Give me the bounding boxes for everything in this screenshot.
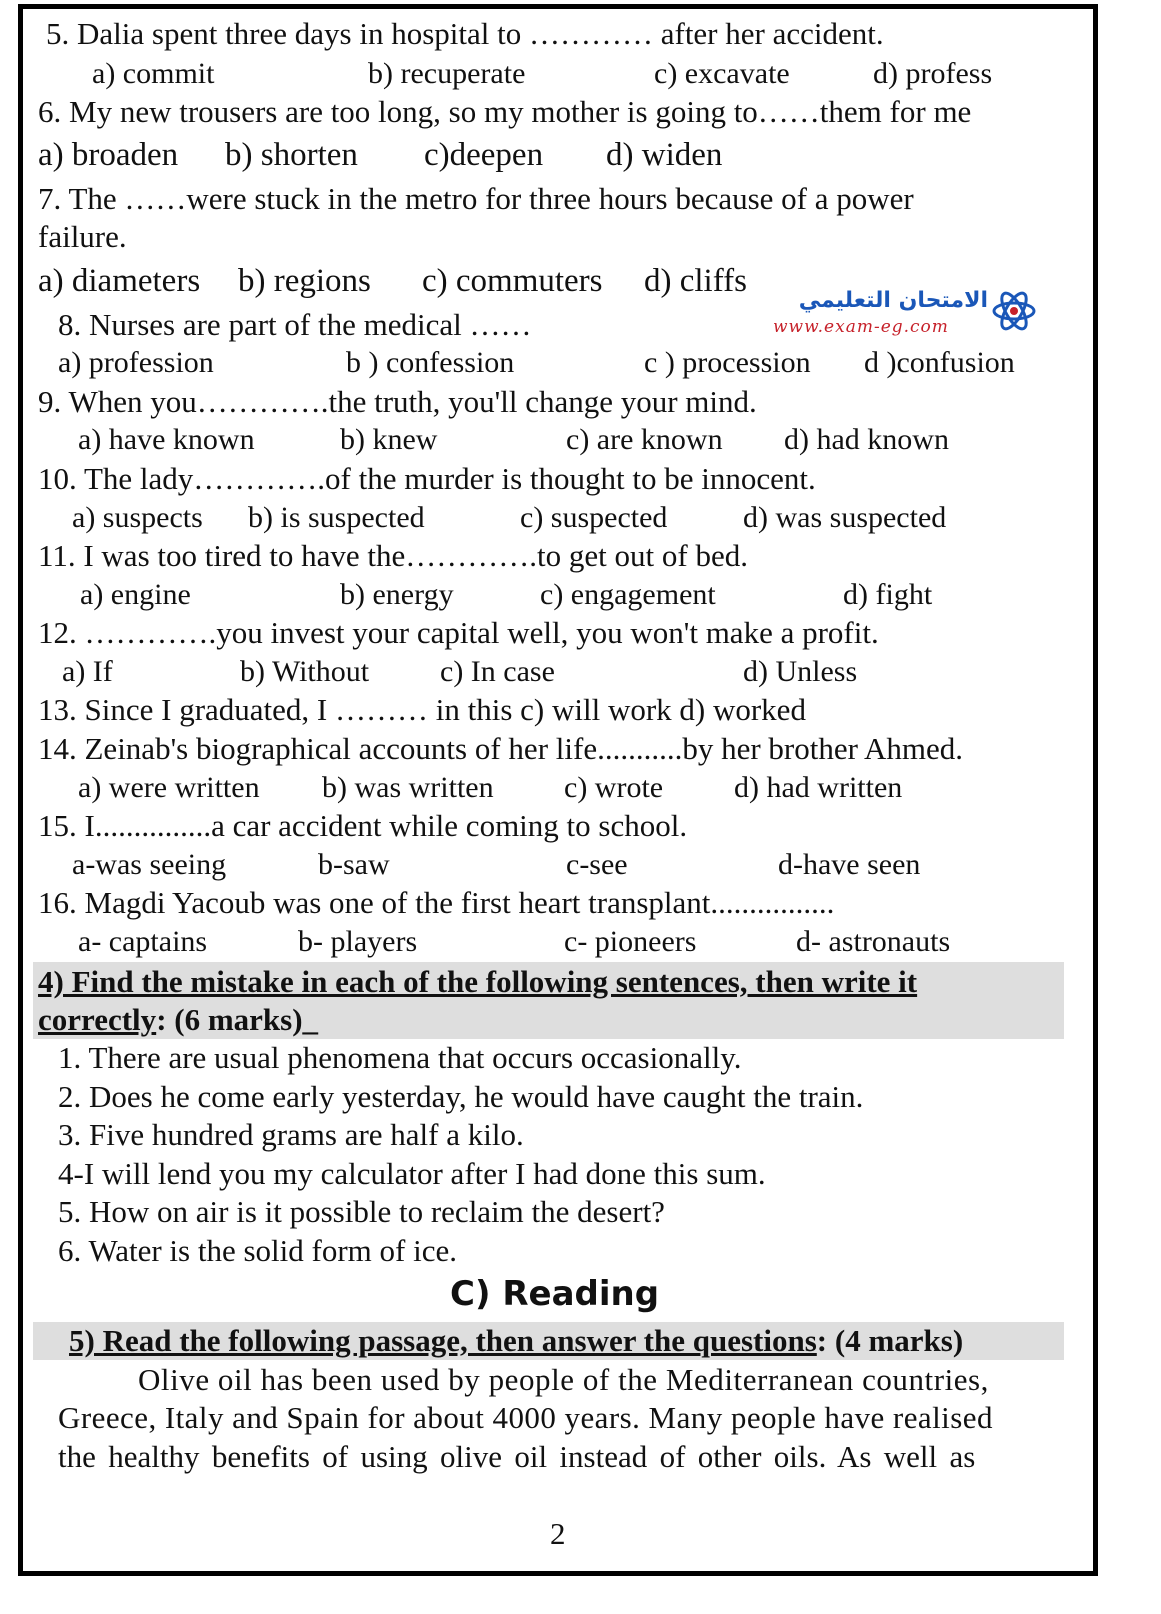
q5-option-c: c) excavate	[654, 57, 790, 90]
question-8-stem: 8. Nurses are part of the medical ……	[58, 307, 532, 342]
question-6-stem: 6. My new trousers are too long, so my mother is going to……them for me	[38, 94, 972, 129]
mistake-item-6: 6. Water is the solid form of ice.	[58, 1233, 457, 1268]
site-logo	[763, 287, 1038, 345]
q8-option-a: a) profession	[58, 346, 214, 379]
q14-option-a: a) were written	[78, 771, 260, 804]
q14-option-c: c) wrote	[564, 771, 664, 804]
reading-question-underlined: 5) Read the following passage, then answer the questions	[69, 1323, 817, 1358]
section-4-title: 4) Find the mistake in each of the following sentences, then write it	[38, 964, 918, 999]
q11-option-a: a) engine	[80, 578, 191, 611]
section-4-title-cont	[38, 1002, 318, 1038]
reading-question-marks: : (4 marks)	[816, 1323, 964, 1358]
q16-option-c: c- pioneers	[564, 925, 697, 958]
q10-option-d: d) was suspected	[743, 501, 947, 534]
question-10-stem: 10. The lady………….of the murder is thought to be innocent.	[38, 461, 816, 496]
question-5-stem: 5. Dalia spent three days in hospital to ………… after her accident.	[46, 16, 884, 51]
q16-option-a: a- captains	[78, 925, 208, 958]
question-12-stem: 12. ………….you invest your capital well, you won't make a profit.	[38, 615, 879, 650]
question-7-stem: 7. The ……were stuck in the metro for three hours because of a power	[38, 181, 914, 216]
q14-option-b: b) was written	[322, 771, 494, 804]
mistake-item-1: 1. There are usual phenomena that occurs occasionally.	[58, 1040, 742, 1075]
q6-option-d: d) widen	[606, 137, 723, 173]
reading-heading: C) Reading	[450, 1274, 660, 1314]
q6-option-b: b) shorten	[225, 137, 358, 173]
question-9-stem: 9. When you………….the truth, you'll change your mind.	[38, 384, 757, 419]
logo-arabic-text: الامتحان التعليمي	[798, 288, 988, 313]
passage-line-2: Greece, Italy and Spain for about 4000 years. Many people have realised	[58, 1400, 993, 1435]
q5-option-b: b) recuperate	[368, 57, 526, 90]
question-7-stem-cont: failure.	[38, 219, 127, 254]
q11-option-c: c) engagement	[540, 578, 716, 611]
q15-option-c: c-see	[566, 848, 628, 881]
q10-option-b: b) is suspected	[248, 501, 425, 534]
q15-option-d: d-have seen	[778, 848, 921, 881]
question-14-stem: 14. Zeinab's biographical accounts of her life...........by her brother Ahmed.	[38, 731, 963, 766]
section-4-marks: : (6 marks)_	[156, 1002, 319, 1037]
q9-option-a: a) have known	[78, 423, 255, 456]
q12-option-c: c) In case	[440, 655, 555, 688]
q11-option-b: b) energy	[340, 578, 454, 611]
q5-option-a: a) commit	[92, 57, 215, 90]
q12-option-b: b) Without	[240, 655, 370, 688]
q7-option-a: a) diameters	[38, 263, 201, 299]
q12-option-d: d) Unless	[743, 655, 858, 688]
q7-option-b: b) regions	[238, 263, 371, 299]
q5-option-d: d) profess	[873, 57, 993, 90]
mistake-item-5: 5. How on air is it possible to reclaim the desert?	[58, 1194, 665, 1229]
passage-line-1: Olive oil has been used by people of the Mediterranean countries,	[138, 1362, 989, 1397]
question-16-stem: 16. Magdi Yacoub was one of the first heart transplant................	[38, 885, 835, 920]
q11-option-d: d) fight	[843, 578, 933, 611]
question-11-stem: 11. I was too tired to have the………….to get out of bed.	[38, 538, 748, 573]
q8-option-d: d )confusion	[864, 346, 1015, 379]
passage-line-3: the healthy benefits of using olive oil instead of other oils. As well as	[58, 1439, 976, 1474]
q7-option-c: c) commuters	[422, 263, 603, 299]
mistake-item-4: 4-I will lend you my calculator after I had done this sum.	[58, 1156, 766, 1191]
q6-option-a: a) broaden	[38, 137, 179, 173]
page-number: 2	[550, 1516, 566, 1551]
q6-option-c: c)deepen	[424, 137, 544, 173]
logo-url: www.exam-eg.com	[773, 317, 949, 337]
q9-option-b: b) knew	[340, 423, 438, 456]
q8-option-b: b ) confession	[346, 346, 515, 379]
q15-option-b: b-saw	[318, 848, 390, 881]
q16-option-d: d- astronauts	[796, 925, 951, 958]
mistake-item-2: 2. Does he come early yesterday, he would have caught the train.	[58, 1079, 864, 1114]
atom-icon	[991, 287, 1037, 335]
q7-option-d: d) cliffs	[644, 263, 747, 299]
question-15-stem: 15. I...............a car accident while coming to school.	[38, 808, 688, 843]
q16-option-b: b- players	[298, 925, 418, 958]
section-4-title-underlined: correctly	[38, 1002, 157, 1037]
q10-option-a: a) suspects	[72, 501, 203, 534]
reading-question-title	[38, 1323, 963, 1359]
mistake-item-3: 3. Five hundred grams are half a kilo.	[58, 1117, 524, 1152]
q10-option-c: c) suspected	[520, 501, 668, 534]
q12-option-a: a) If	[62, 655, 113, 688]
q9-option-c: c) are known	[566, 423, 723, 456]
q14-option-d: d) had written	[734, 771, 903, 804]
q8-option-c: c ) procession	[644, 346, 811, 379]
question-13-stem: 13. Since I graduated, I ……… in this c) will work d) worked	[38, 692, 806, 727]
q9-option-d: d) had known	[784, 423, 949, 456]
q15-option-a: a-was seeing	[72, 848, 227, 881]
